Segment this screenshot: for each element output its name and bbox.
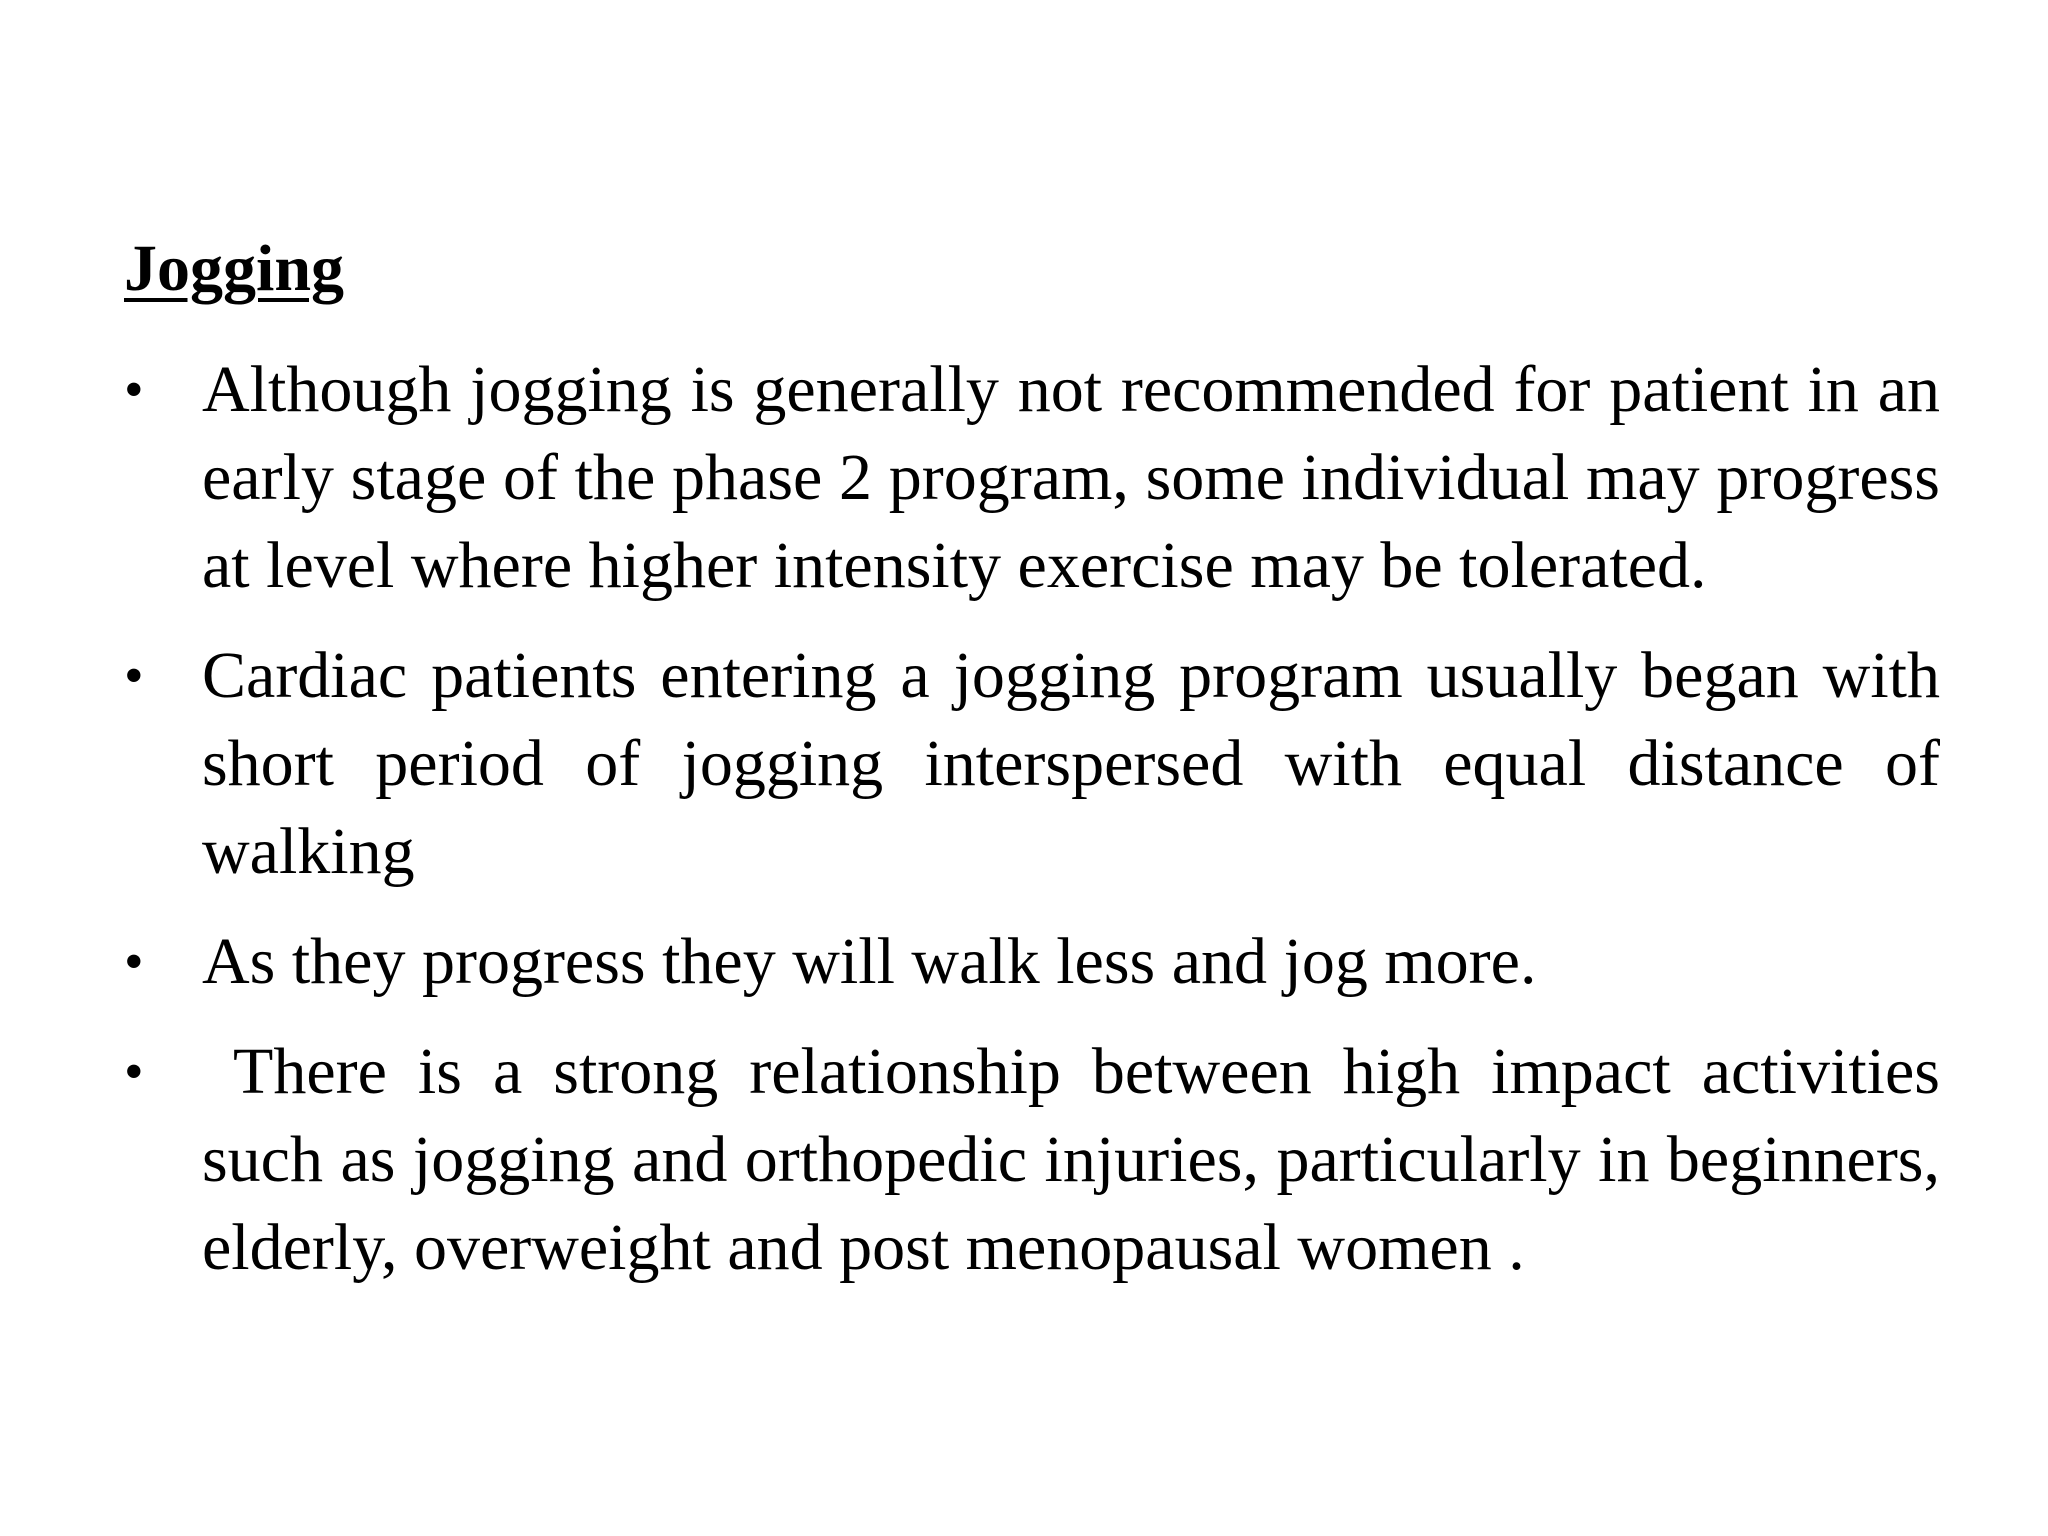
bullet-icon: • (124, 931, 144, 993)
bullet-item (124, 1028, 1957, 1292)
bullet-list (124, 346, 1957, 1314)
bullet-text: There is a strong relationship between high impact activities such as jogging and orthopedic injuries, particularly in beginners, elderly, overweight and post menopausal women . (202, 1035, 1957, 1284)
bullet-text: Although jogging is generally not recommended for patient in an early stage of the phase 2 program, some individual may progress at level where higher intensity exercise may be tolerated. (202, 353, 1957, 602)
bullet-icon: • (124, 359, 144, 421)
bullet-text: As they progress they will walk less and jog more. (202, 925, 1537, 998)
bullet-icon: • (124, 1041, 144, 1103)
bullet-item (124, 632, 1957, 896)
slide-title: Jogging (124, 232, 345, 305)
bullet-item (124, 346, 1957, 610)
bullet-icon: • (124, 645, 144, 707)
bullet-text: Cardiac patients entering a jogging program usually began with short period of jogging interspersed with equal distance of walking (202, 639, 1957, 888)
bullet-item (124, 918, 1940, 1006)
